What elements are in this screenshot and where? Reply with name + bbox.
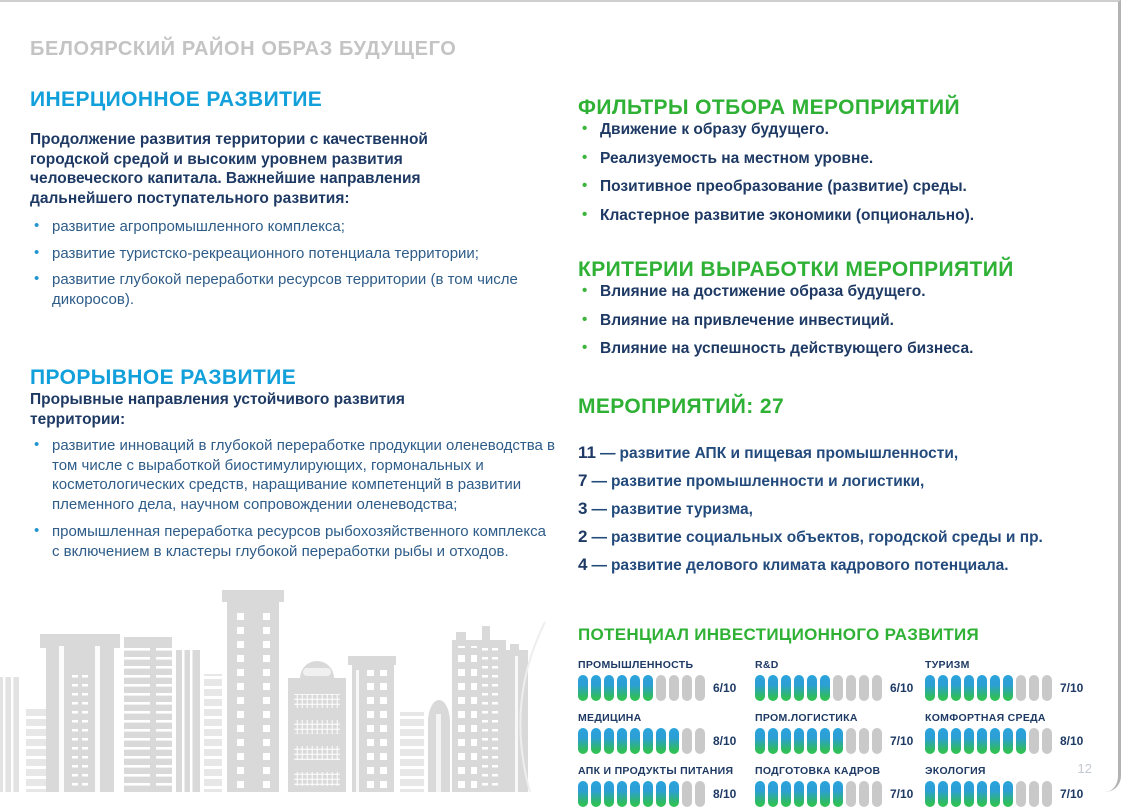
bullet-text: развитие агропромышленного комплекса; [52, 218, 345, 235]
rating-pill [578, 781, 588, 807]
rating-pill [833, 728, 843, 754]
section-events-count [578, 395, 1113, 579]
rating-pill [781, 781, 791, 807]
list-item [578, 467, 1113, 495]
bullet-text: Кластерное развитие экономики (опционально). [600, 206, 975, 224]
rating-pill [794, 675, 804, 701]
breakthrough-bullet-list [30, 436, 556, 561]
filters-heading: ФИЛЬТРЫ ОТБОРА МЕРОПРИЯТИЙ [578, 96, 960, 119]
rating-pill [1003, 728, 1013, 754]
bullet-dot-icon: • [582, 339, 588, 356]
rating-pill [872, 781, 882, 807]
event-count: 3 [578, 498, 588, 518]
rating-pill [872, 675, 882, 701]
rating-value: 8/10 [1060, 733, 1084, 748]
rating-pill [820, 781, 830, 807]
rating-label: КОМФОРТНАЯ СРЕДА [925, 711, 1046, 724]
rating-pill [1042, 675, 1052, 701]
rating-bar [578, 728, 708, 754]
rating-pill [755, 675, 765, 701]
rating-pill [669, 781, 679, 807]
rating-pill [977, 781, 987, 807]
list-item [578, 439, 1113, 467]
rating-label: ПРОМЫШЛЕННОСТЬ [578, 658, 694, 671]
bullet-text: развитие туристско-рекреационного потенциала территории; [52, 244, 479, 262]
ratings-grid [578, 659, 1113, 807]
event-count: 4 [578, 554, 588, 574]
list-item [30, 522, 557, 561]
rating-pill [578, 675, 588, 701]
rating-pill [781, 728, 791, 754]
rating-pill [591, 781, 601, 807]
dash: — [599, 444, 616, 462]
rating-value: 8/10 [713, 786, 737, 801]
rating-value: 7/10 [890, 786, 914, 801]
rating-pill [990, 781, 1000, 807]
rating-value: 7/10 [1060, 786, 1084, 801]
rating-pill [1042, 728, 1052, 754]
rating-bar [755, 781, 885, 807]
rating-pill [859, 675, 869, 701]
rating-pill [794, 728, 804, 754]
section-criteria [578, 258, 1113, 359]
filters-bullet-list [578, 120, 1113, 225]
bullet-text: Движение к образу будущего. [600, 121, 829, 138]
list-item [30, 270, 535, 309]
bullet-text: развитие глубокой переработки ресурсов территории (в том числе дикоросов). [52, 271, 518, 308]
event-count: 7 [578, 470, 588, 490]
dash: — [591, 500, 607, 518]
criteria-bullet-list [578, 282, 1113, 359]
bullet-dot-icon: • [34, 243, 40, 261]
list-item [578, 177, 1113, 197]
section-selection-filters [578, 96, 1113, 225]
bullet-text: промышленная переработка ресурсов рыбохозяйственного комплекса с включением в кластеры глубокой переработки рыбы и отходов. [52, 523, 546, 560]
bullet-dot-icon: • [582, 205, 588, 223]
rating-label: АПК И ПРОДУКТЫ ПИТАНИЯ [578, 764, 734, 777]
rating-pill [656, 781, 666, 807]
rating-pill [833, 781, 843, 807]
rating-pill [617, 728, 627, 754]
rating-pill [1029, 728, 1039, 754]
right-column [578, 96, 1113, 807]
event-text: развитие социальных объектов, городской среды и пр. [610, 528, 1043, 546]
potential-heading: ПОТЕНЦИАЛ ИНВЕСТИЦИОННОГО РАЗВИТИЯ [578, 624, 980, 644]
criteria-heading: КРИТЕРИИ ВЫРАБОТКИ МЕРОПРИЯТИЙ [578, 258, 1014, 281]
rating-pill [807, 781, 817, 807]
section-breakthrough-development [30, 366, 556, 561]
rating-pill [682, 728, 692, 754]
bullet-text: Влияние на достижение образа будущего. [600, 283, 926, 300]
bullet-text: развитие инноваций в глубокой переработке продукции оленеводства в том числе с выработкой биостимулирующих, гормональных и косметологических средств, наращивание компетенций в развитии племенного дела, научном сопровождении оленеводства; [52, 437, 556, 513]
left-column [30, 88, 556, 569]
list-item [30, 436, 557, 514]
rating-pill [977, 728, 987, 754]
rating-pill [1016, 675, 1026, 701]
rating-pill [872, 728, 882, 754]
event-count: 11 [578, 442, 596, 462]
bullet-dot-icon: • [582, 177, 588, 194]
breakthrough-intro: Прорывные направления устойчивого развития территории: [30, 391, 405, 428]
rating-pill [846, 728, 856, 754]
bullet-dot-icon: • [34, 217, 40, 234]
event-text: развитие АПК и пищевая промышленности, [619, 444, 959, 462]
rating-pill [846, 675, 856, 701]
rating-pill [859, 728, 869, 754]
rating-pill [1042, 781, 1052, 807]
rating-pill [951, 675, 961, 701]
rating-pill [833, 675, 843, 701]
slide-title: БЕЛОЯРСКИЙ РАЙОН ОБРАЗ БУДУЩЕГО [30, 38, 457, 60]
bullet-dot-icon: • [34, 270, 40, 287]
rating-pill [938, 781, 948, 807]
rating-pill [1016, 728, 1026, 754]
rating-pill [604, 781, 614, 807]
rating-pill [695, 728, 705, 754]
rating-pill [820, 675, 830, 701]
rating-pill [578, 728, 588, 754]
bullet-text: Влияние на привлечение инвестиций. [600, 311, 894, 329]
rating-pill [794, 781, 804, 807]
event-count: 2 [578, 526, 588, 546]
rating-pill [656, 728, 666, 754]
list-item [578, 311, 1113, 331]
rating-pill [604, 728, 614, 754]
page-number: 12 [1077, 761, 1092, 776]
inertial-heading: ИНЕРЦИОННОЕ РАЗВИТИЕ [30, 88, 323, 111]
rating-label: ПРОМ.ЛОГИСТИКА [755, 711, 858, 724]
rating-pill [643, 728, 653, 754]
rating-pill [1003, 781, 1013, 807]
inertial-bullet-list [30, 217, 535, 309]
rating-pill [630, 728, 640, 754]
rating-pill [768, 781, 778, 807]
rating-pill [695, 781, 705, 807]
bullet-dot-icon: • [582, 282, 588, 299]
rating-value: 7/10 [1060, 680, 1084, 695]
dash: — [591, 528, 607, 546]
rating-label: МЕДИЦИНА [578, 711, 642, 724]
rating-pill [938, 728, 948, 754]
rating-pill [695, 675, 705, 701]
bullet-text: Реализуемость на местном уровне. [600, 149, 874, 167]
rating-bar [755, 728, 885, 754]
rating-pill [591, 728, 601, 754]
event-text: развитие делового климата кадрового потенциала. [610, 556, 1009, 574]
rating-personnel-training [755, 765, 925, 807]
rating-pill [846, 781, 856, 807]
rating-pill [807, 728, 817, 754]
rating-pill [768, 728, 778, 754]
rating-bar [925, 781, 1055, 807]
rating-bar [925, 728, 1055, 754]
bullet-dot-icon: • [582, 310, 588, 328]
rating-rnd [755, 659, 925, 701]
rating-bar [755, 675, 885, 701]
rating-pill [1016, 781, 1026, 807]
rating-tourism [925, 659, 1108, 701]
rating-pill [925, 728, 935, 754]
rating-pill [925, 781, 935, 807]
dash: — [591, 472, 607, 490]
rating-label: ПОДГОТОВКА КАДРОВ [755, 764, 881, 777]
rating-pill [682, 781, 692, 807]
rating-comfort-environment [925, 712, 1108, 754]
rating-pill [755, 728, 765, 754]
event-text: развитие туризма, [610, 500, 753, 518]
rating-pill [669, 728, 679, 754]
list-item [578, 282, 1113, 302]
rating-pill [755, 781, 765, 807]
rating-pill [1003, 675, 1013, 701]
rating-pill [643, 675, 653, 701]
rating-pill [964, 728, 974, 754]
event-text: развитие промышленности и логистики, [610, 472, 925, 490]
rating-value: 6/10 [713, 680, 737, 695]
rating-pill [669, 675, 679, 701]
rating-pill [1029, 675, 1039, 701]
list-item [578, 339, 1113, 359]
rating-value: 8/10 [713, 733, 737, 748]
bullet-dot-icon: • [582, 120, 588, 137]
rating-pill [938, 675, 948, 701]
section-investment-potential [578, 623, 1113, 807]
dash: — [591, 556, 607, 574]
bullet-text: Позитивное преобразование (развитие) среды. [600, 178, 967, 195]
rating-pill [859, 781, 869, 807]
section-inertial-development [30, 88, 535, 309]
rating-pill [604, 675, 614, 701]
list-item [30, 217, 535, 237]
rating-bar [578, 675, 708, 701]
rating-pill [807, 675, 817, 701]
rating-pill [964, 675, 974, 701]
bullet-dot-icon: • [582, 148, 588, 166]
rating-bar [578, 781, 708, 807]
city-skyline-illustration [0, 582, 545, 792]
rating-pill [990, 675, 1000, 701]
events-heading: МЕРОПРИЯТИЙ: 27 [578, 394, 785, 418]
rating-pill [643, 781, 653, 807]
list-item [578, 149, 1113, 169]
rating-pill [630, 781, 640, 807]
rating-pill [591, 675, 601, 701]
rating-pill [925, 675, 935, 701]
rating-value: 7/10 [890, 733, 914, 748]
rating-pill [951, 781, 961, 807]
bullet-dot-icon: • [34, 522, 40, 539]
rating-pill [617, 781, 627, 807]
bullet-dot-icon: • [34, 436, 40, 453]
rating-pill [964, 781, 974, 807]
rating-pill [1029, 781, 1039, 807]
list-item [578, 120, 1113, 140]
rating-pill [977, 675, 987, 701]
rating-industry [578, 659, 755, 701]
list-item [578, 523, 1113, 551]
rating-value: 6/10 [890, 680, 914, 695]
inertial-intro: Продолжение развития территории с качественной городской средой и высоким уровнем развития человеческого капитала. Важнейшие направления дальнейшего поступательного развития: [30, 131, 428, 207]
rating-label: R&D [755, 658, 779, 671]
rating-label: ТУРИЗМ [925, 658, 970, 671]
rating-pill [820, 728, 830, 754]
bullet-text: Влияние на успешность действующего бизнеса. [600, 340, 974, 357]
list-item [578, 495, 1113, 523]
rating-pill [656, 675, 666, 701]
rating-pill [682, 675, 692, 701]
rating-pill [951, 728, 961, 754]
rating-pill [630, 675, 640, 701]
list-item [30, 244, 535, 264]
rating-pill [617, 675, 627, 701]
rating-pill [768, 675, 778, 701]
rating-medicine [578, 712, 755, 754]
rating-pill [990, 728, 1000, 754]
list-item [578, 206, 1113, 226]
rating-agro-food [578, 765, 755, 807]
rating-bar [925, 675, 1055, 701]
rating-label: ЭКОЛОГИЯ [925, 764, 986, 777]
list-item [578, 551, 1113, 579]
rating-pill [781, 675, 791, 701]
events-list [578, 439, 1113, 579]
rating-logistics [755, 712, 925, 754]
breakthrough-heading: ПРОРЫВНОЕ РАЗВИТИЕ [30, 366, 297, 389]
